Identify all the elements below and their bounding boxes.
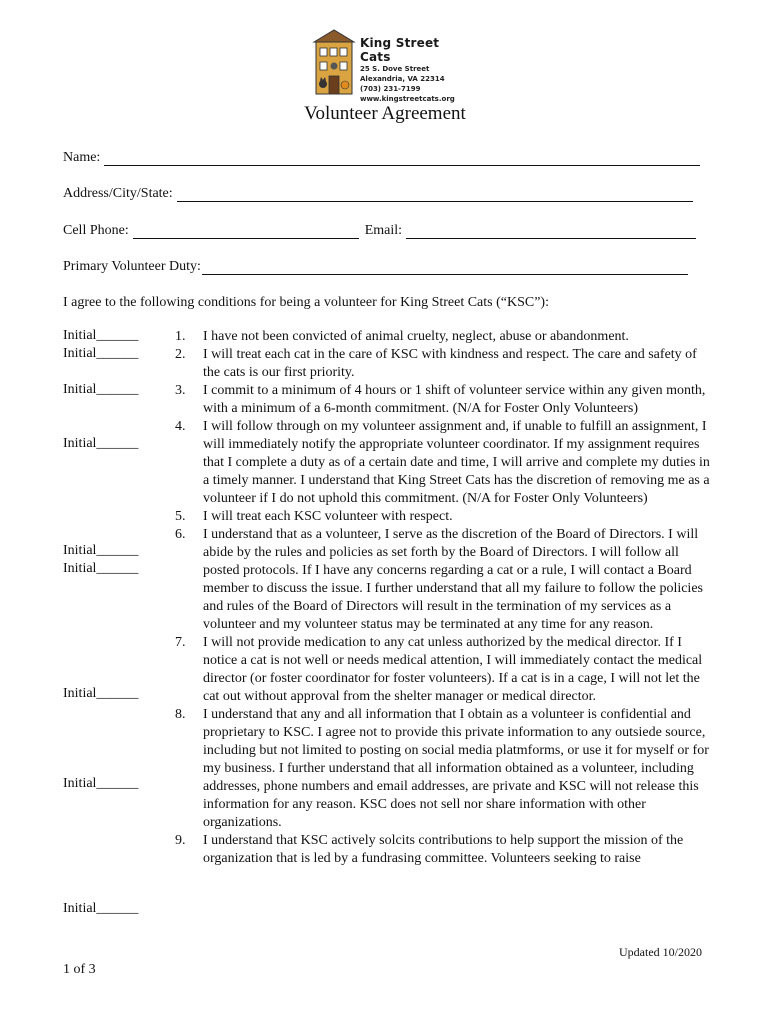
address-field xyxy=(63,186,693,202)
initial-field-2[interactable]: Initial______ xyxy=(63,346,139,361)
page-title: Volunteer Agreement xyxy=(304,103,466,124)
item-number: 7. xyxy=(175,635,186,650)
list-item xyxy=(175,706,715,832)
logo-phone: (703) 231-7199 xyxy=(360,85,421,93)
item-number: 8. xyxy=(175,707,186,722)
item-text: I have not been convicted of animal cruelty, neglect, abuse or abandonment. xyxy=(203,329,629,344)
cell-phone-input-line[interactable] xyxy=(133,224,359,239)
list-item xyxy=(175,382,715,418)
list-item xyxy=(175,418,715,508)
initial-field-3[interactable]: Initial______ xyxy=(63,382,139,397)
logo-address-2: Alexandria, VA 22314 xyxy=(360,75,445,83)
page-number: 1 of 3 xyxy=(63,962,96,977)
item-number: 9. xyxy=(175,833,186,848)
item-text: I understand that as a volunteer, I serve as the discretion of the Board of Directors. I will abide by the rules and policies as set forth by the Board of Directors. I will follow all posted protocols. If I have any concerns regarding a cat or a rule, I will contact a Board member to discuss the issue. I further understand that all my failure to follow the policies and rules of the Board of Directors will result in the termination of my services as a volunteer and my volunteer status may be terminated at any time for any reason. xyxy=(203,527,703,632)
list-item xyxy=(175,328,715,346)
cell-phone-field xyxy=(63,223,696,239)
initial-field-9[interactable]: Initial______ xyxy=(63,901,139,916)
initial-field-4[interactable]: Initial______ xyxy=(63,436,139,451)
item-text: I understand that any and all information that I obtain as a volunteer is confidential and proprietary to KSC. I agree not to provide this private information to any outsiede source, including but not limited to posting on social media platmforms, or use it for myself or for my business. I further understand that all information obtained as a volunteer, including addresses, phone numbers and email addresses, are private and KSC will not release this information for any reason. KSC does not sell nor share information with other organizations. xyxy=(203,707,709,830)
list-item xyxy=(175,526,715,634)
volunteer-duty-label: Primary Volunteer Duty: xyxy=(63,259,201,274)
logo-org-name: King Street Cats xyxy=(360,36,440,64)
item-number: 1. xyxy=(175,329,186,344)
item-number: 6. xyxy=(175,527,186,542)
list-item xyxy=(175,832,715,868)
king-street-cats-logo xyxy=(310,28,470,103)
initial-field-6[interactable]: Initial______ xyxy=(63,561,139,576)
initial-field-8[interactable]: Initial______ xyxy=(63,776,139,791)
volunteer-duty-input-line[interactable] xyxy=(202,260,688,275)
email-input-line[interactable] xyxy=(406,224,696,239)
updated-date: Updated 10/2020 xyxy=(619,945,702,959)
name-label: Name: xyxy=(63,150,101,165)
list-item xyxy=(175,508,715,526)
email-label: Email: xyxy=(364,223,403,238)
item-number: 2. xyxy=(175,347,186,362)
building-cats-icon xyxy=(310,28,358,98)
item-text: I will treat each cat in the care of KSC with kindness and respect. The care and safety of the cats is our first priority. xyxy=(203,347,697,380)
initial-field-5[interactable]: Initial______ xyxy=(63,543,139,558)
logo-text-block xyxy=(360,36,470,104)
item-text: I commit to a minimum of 4 hours or 1 shift of volunteer service within any given month, with a minimum of a 6-month commitment. (N/A for Foster Only Volunteers) xyxy=(203,383,706,416)
item-text: I will treat each KSC volunteer with respect. xyxy=(203,509,453,524)
agreement-items-list xyxy=(175,328,715,868)
item-number: 3. xyxy=(175,383,186,398)
item-number: 4. xyxy=(175,419,186,434)
cell-phone-label: Cell Phone: xyxy=(63,223,129,238)
address-label: Address/City/State: xyxy=(63,186,173,201)
logo-address-1: 25 S. Dove Street xyxy=(360,65,430,73)
name-field xyxy=(63,150,700,166)
item-text: I understand that KSC actively solcits contributions to help support the mission of the organization that is led by a fundrasing committee. Volunteers seeking to raise xyxy=(203,833,684,866)
item-text: I will follow through on my volunteer assignment and, if unable to fulfill an assignment, I will immediately notify the appropriate volunteer coordinator. If my assignment requires that I complete a duty as of a certain date and time, I will arrive and complete my duties in a timely manner. I understand that King Street Cats has the discretion of removing me as a volunteer if I do not uphold this commitment. (N/A for Foster Only Volunteers) xyxy=(203,419,710,506)
item-text: I will not provide medication to any cat unless authorized by the medical director. If I notice a cat is not well or needs medical attention, I will immediately contact the medical director (or foster coordinator for foster volunteers). If a cat is in a cage, I will not let the cat out without approval from the shelter manager or medical director. xyxy=(203,635,703,704)
agreement-intro: I agree to the following conditions for being a volunteer for King Street Cats (“KSC”): xyxy=(63,295,549,310)
logo-website: www.kingstreetcats.org xyxy=(360,95,455,103)
initial-field-7[interactable]: Initial______ xyxy=(63,686,139,701)
address-input-line[interactable] xyxy=(177,187,693,202)
list-item xyxy=(175,346,715,382)
list-item xyxy=(175,634,715,706)
initial-field-1[interactable]: Initial______ xyxy=(63,328,139,343)
item-number: 5. xyxy=(175,509,186,524)
volunteer-duty-field xyxy=(63,259,688,275)
name-input-line[interactable] xyxy=(104,151,700,166)
